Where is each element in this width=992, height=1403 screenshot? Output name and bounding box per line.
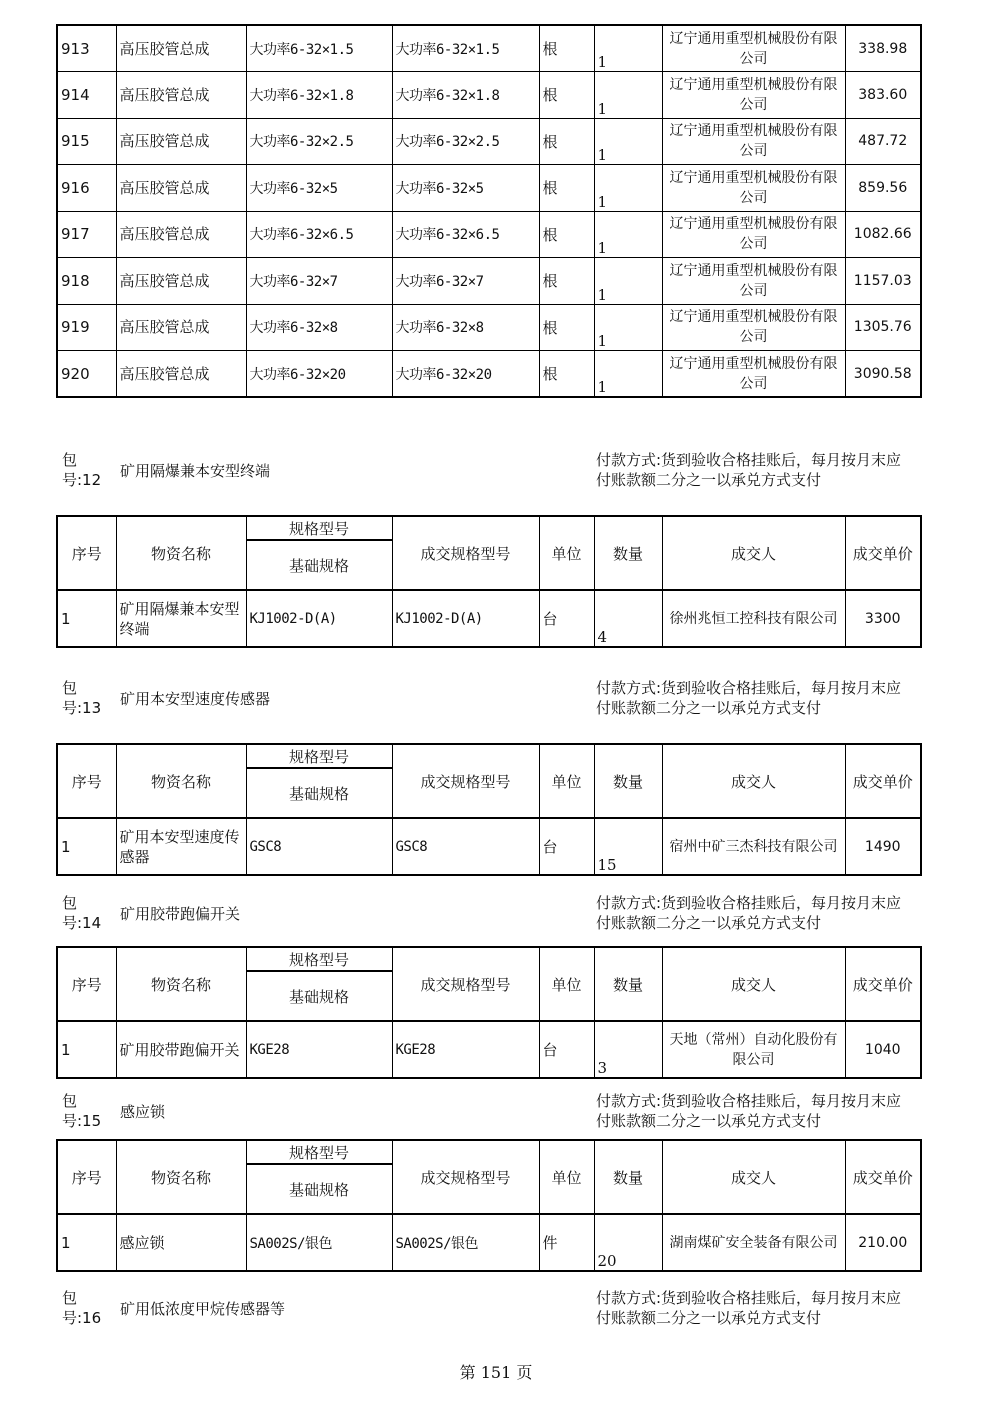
header-deal-spec: 成交规格型号	[392, 947, 539, 1021]
cell-base-spec: GSC8	[246, 818, 392, 875]
cell-name: 高压胶管总成	[116, 118, 246, 165]
cell-qty: 1	[594, 351, 662, 398]
cell-unit: 根	[539, 165, 594, 212]
header-base-spec: 基础规格	[246, 971, 392, 1021]
cell-supplier: 辽宁通用重型机械股份有限公司	[662, 25, 845, 72]
cell-qty: 1	[594, 211, 662, 258]
cell-qty: 3	[594, 1021, 662, 1078]
cell-deal-spec: 大功率6-32×1.5	[392, 25, 539, 72]
cell-no: 917	[57, 211, 116, 258]
cell-price: 487.72	[845, 118, 921, 165]
cell-base-spec: KJ1002-D(A)	[246, 590, 392, 647]
cell-base-spec: 大功率6-32×7	[246, 258, 392, 305]
table-row	[57, 818, 921, 875]
cell-qty: 1	[594, 258, 662, 305]
cell-base-spec: 大功率6-32×6.5	[246, 211, 392, 258]
package-items-table	[56, 1139, 922, 1272]
cell-no: 918	[57, 258, 116, 305]
header-unit: 单位	[539, 947, 594, 1021]
cell-supplier: 宿州中矿三杰科技有限公司	[662, 818, 845, 875]
cell-supplier: 辽宁通用重型机械股份有限公司	[662, 258, 845, 305]
header-deal-spec: 成交规格型号	[392, 744, 539, 818]
cell-base-spec: 大功率6-32×8	[246, 304, 392, 351]
cell-name: 高压胶管总成	[116, 211, 246, 258]
cell-no: 915	[57, 118, 116, 165]
cell-no: 916	[57, 165, 116, 212]
cell-base-spec: 大功率6-32×1.5	[246, 25, 392, 72]
header-supplier: 成交人	[662, 516, 845, 590]
cell-supplier: 辽宁通用重型机械股份有限公司	[662, 211, 845, 258]
header-unit: 单位	[539, 1140, 594, 1214]
cell-no: 1	[57, 1214, 116, 1271]
package-number: 包号:12	[62, 451, 102, 489]
package-title: 矿用低浓度甲烷传感器等	[120, 1300, 286, 1318]
page-number: 第 151 页	[459, 1363, 533, 1382]
cell-no: 914	[57, 72, 116, 119]
header-no: 序号	[57, 744, 116, 818]
cell-base-spec: 大功率6-32×5	[246, 165, 392, 212]
cell-price: 3090.58	[845, 351, 921, 398]
cell-supplier: 辽宁通用重型机械股份有限公司	[662, 118, 845, 165]
table-row	[57, 165, 921, 212]
cell-deal-spec: 大功率6-32×8	[392, 304, 539, 351]
cell-base-spec: 大功率6-32×2.5	[246, 118, 392, 165]
cell-unit: 根	[539, 72, 594, 119]
cell-base-spec: 大功率6-32×20	[246, 351, 392, 398]
table-row	[57, 72, 921, 119]
cell-name: 高压胶管总成	[116, 72, 246, 119]
cell-qty: 1	[594, 72, 662, 119]
top-items-table	[56, 24, 922, 398]
cell-deal-spec: 大功率6-32×1.8	[392, 72, 539, 119]
cell-base-spec: SA002S/银色	[246, 1214, 392, 1271]
table-row	[57, 351, 921, 398]
header-qty: 数量	[594, 947, 662, 1021]
header-price: 成交单价	[845, 744, 921, 818]
cell-qty: 1	[594, 304, 662, 351]
cell-name: 高压胶管总成	[116, 25, 246, 72]
cell-deal-spec: 大功率6-32×6.5	[392, 211, 539, 258]
table-row	[57, 1021, 921, 1078]
cell-price: 338.98	[845, 25, 921, 72]
package-number: 包号:15	[62, 1092, 102, 1130]
header-unit: 单位	[539, 516, 594, 590]
payment-terms: 付款方式:货到验收合格挂账后，每月按月末应付账款额二分之一以承兑方式支付	[596, 894, 902, 932]
payment-terms: 付款方式:货到验收合格挂账后，每月按月末应付账款额二分之一以承兑方式支付	[596, 1092, 902, 1130]
header-price: 成交单价	[845, 1140, 921, 1214]
cell-supplier: 辽宁通用重型机械股份有限公司	[662, 165, 845, 212]
package-title: 矿用隔爆兼本安型终端	[120, 462, 271, 480]
header-supplier: 成交人	[662, 1140, 845, 1214]
header-spec-group: 规格型号	[246, 516, 392, 540]
cell-supplier: 徐州兆恒工控科技有限公司	[662, 590, 845, 647]
package-items-table	[56, 743, 922, 876]
package-number: 包号:13	[62, 679, 102, 717]
cell-unit: 台	[539, 818, 594, 875]
package-number: 包号:14	[62, 894, 102, 932]
header-name: 物资名称	[116, 516, 246, 590]
cell-price: 859.56	[845, 165, 921, 212]
cell-qty: 20	[594, 1214, 662, 1271]
package-title: 矿用本安型速度传感器	[120, 690, 271, 708]
header-unit: 单位	[539, 744, 594, 818]
cell-deal-spec: 大功率6-32×7	[392, 258, 539, 305]
table-row	[57, 211, 921, 258]
package-title: 矿用胶带跑偏开关	[120, 905, 241, 923]
cell-qty: 1	[594, 165, 662, 212]
table-row	[57, 590, 921, 647]
cell-deal-spec: KGE28	[392, 1021, 539, 1078]
cell-name: 矿用隔爆兼本安型终端	[116, 590, 246, 647]
package-items-table	[56, 515, 922, 648]
cell-deal-spec: 大功率6-32×20	[392, 351, 539, 398]
cell-qty: 4	[594, 590, 662, 647]
cell-deal-spec: KJ1002-D(A)	[392, 590, 539, 647]
cell-price: 1082.66	[845, 211, 921, 258]
payment-terms: 付款方式:货到验收合格挂账后，每月按月末应付账款额二分之一以承兑方式支付	[596, 451, 902, 489]
header-price: 成交单价	[845, 947, 921, 1021]
cell-unit: 根	[539, 351, 594, 398]
cell-unit: 件	[539, 1214, 594, 1271]
header-qty: 数量	[594, 744, 662, 818]
cell-deal-spec: GSC8	[392, 818, 539, 875]
cell-deal-spec: 大功率6-32×2.5	[392, 118, 539, 165]
cell-name: 矿用胶带跑偏开关	[116, 1021, 246, 1078]
cell-unit: 根	[539, 211, 594, 258]
cell-supplier: 辽宁通用重型机械股份有限公司	[662, 72, 845, 119]
header-supplier: 成交人	[662, 744, 845, 818]
cell-no: 913	[57, 25, 116, 72]
cell-no: 920	[57, 351, 116, 398]
cell-price: 1305.76	[845, 304, 921, 351]
cell-price: 1040	[845, 1021, 921, 1078]
cell-unit: 根	[539, 25, 594, 72]
package-number: 包号:16	[62, 1289, 102, 1327]
cell-deal-spec: SA002S/银色	[392, 1214, 539, 1271]
cell-unit: 根	[539, 118, 594, 165]
cell-no: 1	[57, 1021, 116, 1078]
package-items-table	[56, 946, 922, 1079]
cell-price: 383.60	[845, 72, 921, 119]
header-base-spec: 基础规格	[246, 540, 392, 590]
cell-price: 3300	[845, 590, 921, 647]
table-row	[57, 1214, 921, 1271]
cell-name: 矿用本安型速度传感器	[116, 818, 246, 875]
header-deal-spec: 成交规格型号	[392, 516, 539, 590]
cell-supplier: 湖南煤矿安全装备有限公司	[662, 1214, 845, 1271]
cell-unit: 根	[539, 258, 594, 305]
cell-unit: 台	[539, 590, 594, 647]
cell-base-spec: 大功率6-32×1.8	[246, 72, 392, 119]
cell-price: 210.00	[845, 1214, 921, 1271]
cell-supplier: 辽宁通用重型机械股份有限公司	[662, 351, 845, 398]
table-row	[57, 25, 921, 72]
header-qty: 数量	[594, 516, 662, 590]
header-price: 成交单价	[845, 516, 921, 590]
cell-no: 1	[57, 590, 116, 647]
header-name: 物资名称	[116, 744, 246, 818]
header-deal-spec: 成交规格型号	[392, 1140, 539, 1214]
table-row	[57, 258, 921, 305]
cell-name: 感应锁	[116, 1214, 246, 1271]
package-title: 感应锁	[120, 1103, 166, 1121]
cell-no: 919	[57, 304, 116, 351]
cell-name: 高压胶管总成	[116, 165, 246, 212]
cell-qty: 1	[594, 118, 662, 165]
header-name: 物资名称	[116, 947, 246, 1021]
header-spec-group: 规格型号	[246, 1140, 392, 1164]
cell-base-spec: KGE28	[246, 1021, 392, 1078]
table-row	[57, 118, 921, 165]
header-no: 序号	[57, 1140, 116, 1214]
cell-price: 1490	[845, 818, 921, 875]
header-no: 序号	[57, 516, 116, 590]
table-row	[57, 304, 921, 351]
cell-name: 高压胶管总成	[116, 351, 246, 398]
header-qty: 数量	[594, 1140, 662, 1214]
payment-terms: 付款方式:货到验收合格挂账后，每月按月末应付账款额二分之一以承兑方式支付	[596, 1289, 902, 1327]
header-base-spec: 基础规格	[246, 768, 392, 818]
cell-price: 1157.03	[845, 258, 921, 305]
header-spec-group: 规格型号	[246, 947, 392, 971]
header-base-spec: 基础规格	[246, 1164, 392, 1214]
payment-terms: 付款方式:货到验收合格挂账后，每月按月末应付账款额二分之一以承兑方式支付	[596, 679, 902, 717]
cell-qty: 15	[594, 818, 662, 875]
cell-deal-spec: 大功率6-32×5	[392, 165, 539, 212]
cell-supplier: 辽宁通用重型机械股份有限公司	[662, 304, 845, 351]
cell-unit: 台	[539, 1021, 594, 1078]
header-spec-group: 规格型号	[246, 744, 392, 768]
cell-unit: 根	[539, 304, 594, 351]
cell-qty: 1	[594, 25, 662, 72]
cell-name: 高压胶管总成	[116, 304, 246, 351]
header-name: 物资名称	[116, 1140, 246, 1214]
cell-supplier: 天地（常州）自动化股份有限公司	[662, 1021, 845, 1078]
cell-name: 高压胶管总成	[116, 258, 246, 305]
header-no: 序号	[57, 947, 116, 1021]
cell-no: 1	[57, 818, 116, 875]
header-supplier: 成交人	[662, 947, 845, 1021]
